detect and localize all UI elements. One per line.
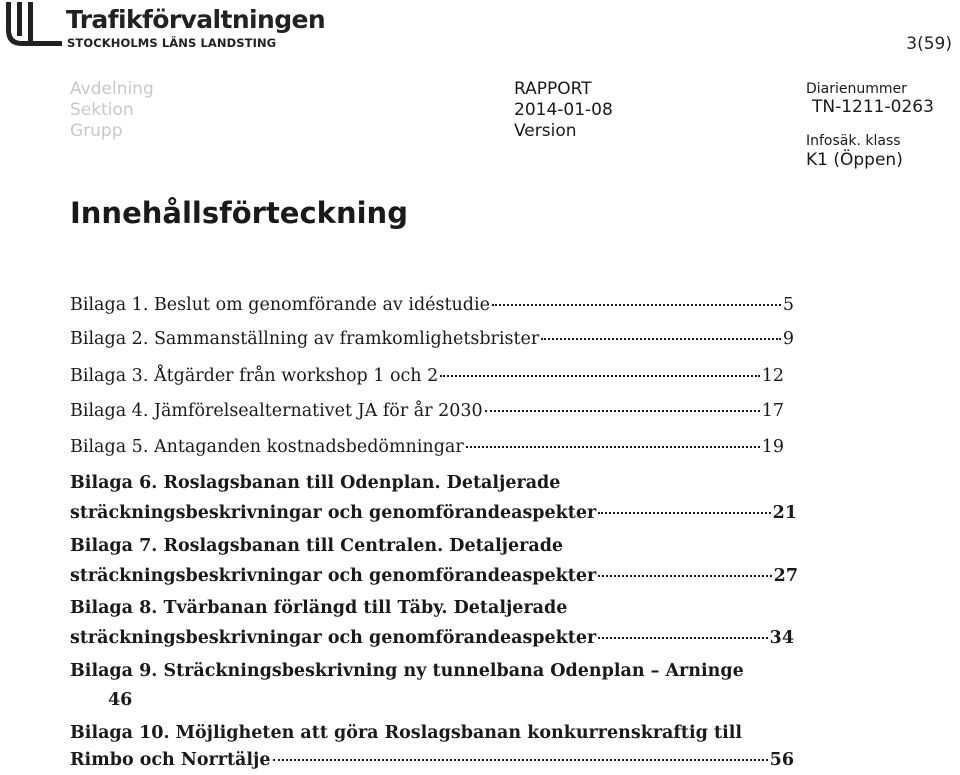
toc-leader (598, 512, 770, 514)
toc-page-number: 5 (782, 295, 794, 315)
document-date: 2014-01-08 (514, 100, 613, 120)
grupp-field: Grupp (70, 121, 123, 141)
toc-entry-bilaga-8-line1[interactable]: Bilaga 8. Tvärbanan förlängd till Täby. Detaljerade (70, 598, 568, 618)
toc-entry-bilaga-10[interactable] (70, 750, 794, 770)
toc-entry-bilaga-1[interactable] (70, 295, 794, 315)
page-title: Innehållsförteckning (70, 196, 408, 230)
toc-page-number: 19 (761, 437, 784, 457)
toc-leader (485, 410, 760, 412)
toc-leader (541, 338, 781, 340)
infosak-label: Infosäk. klass (806, 133, 901, 149)
toc-entry-bilaga-7-line1[interactable]: Bilaga 7. Roslagsbanan till Centralen. Detaljerade (70, 536, 564, 556)
toc-entry-title: Bilaga 3. Åtgärder från workshop 1 och 2 (70, 366, 439, 386)
toc-entry-bilaga-4[interactable] (70, 401, 784, 421)
toc-entry-title: Bilaga 4. Jämförelsealternativet JA för år 2030 (70, 401, 483, 421)
document-type: RAPPORT (514, 79, 592, 99)
toc-leader (598, 575, 771, 577)
toc-page-number: 12 (761, 366, 784, 386)
toc-entry-bilaga-5[interactable] (70, 437, 784, 457)
toc-page-number: 34 (769, 628, 794, 648)
logo-mark-icon (4, 2, 62, 48)
toc-leader (273, 759, 768, 761)
toc-entry-bilaga-3[interactable] (70, 366, 784, 386)
toc-page-number: 46 (108, 690, 133, 710)
toc-entry-bilaga-10-line1[interactable]: Bilaga 10. Möjligheten att göra Roslagsbanan konkurrenskraftig till (70, 723, 743, 743)
toc-entry-title: Bilaga 5. Antaganden kostnadsbedömningar (70, 437, 464, 457)
toc-entry-title: Bilaga 1. Beslut om genomförande av idéstudie (70, 295, 490, 315)
toc-page-number: 21 (772, 503, 797, 523)
toc-leader (492, 304, 781, 306)
toc-leader (466, 446, 760, 448)
toc-entry-bilaga-9[interactable]: Bilaga 9. Sträckningsbeskrivning ny tunnelbana Odenplan – Arninge (70, 661, 744, 681)
toc-page-number: 27 (773, 566, 798, 586)
infosak-value: K1 (Öppen) (806, 150, 903, 170)
toc-entry-bilaga-2[interactable] (70, 329, 794, 349)
toc-entry-bilaga-6[interactable] (70, 503, 797, 523)
toc-entry-title: sträckningsbeskrivningar och genomförandeaspekter (70, 628, 597, 648)
toc-page-number: 17 (761, 401, 784, 421)
page-number: 3(59) (906, 34, 952, 54)
avdelning-field: Avdelning (70, 79, 154, 99)
logo-subtitle: STOCKHOLMS LÄNS LANDSTING (67, 36, 277, 50)
sektion-field: Sektion (70, 100, 134, 120)
toc-entry-title: sträckningsbeskrivningar och genomförandeaspekter (70, 566, 597, 586)
diarienummer-label: Diarienummer (806, 81, 907, 97)
document-version: Version (514, 121, 577, 141)
toc-entry-bilaga-6-line1[interactable]: Bilaga 6. Roslagsbanan till Odenplan. Detaljerade (70, 473, 561, 493)
organization-logo (4, 2, 324, 50)
toc-entry-bilaga-7[interactable] (70, 566, 798, 586)
toc-entry-title: sträckningsbeskrivningar och genomförandeaspekter (70, 503, 597, 523)
toc-page-number: 56 (769, 750, 794, 770)
toc-page-number: 9 (782, 329, 794, 349)
toc-leader (598, 637, 767, 639)
toc-entry-bilaga-8[interactable] (70, 628, 794, 648)
toc-entry-title: Bilaga 2. Sammanställning av framkomlighetsbrister (70, 329, 540, 349)
diarienummer-value: TN-1211-0263 (812, 97, 934, 117)
toc-leader (440, 375, 759, 377)
logo-name: Trafikförvaltningen (66, 5, 326, 34)
toc-entry-title: Rimbo och Norrtälje (70, 750, 271, 770)
